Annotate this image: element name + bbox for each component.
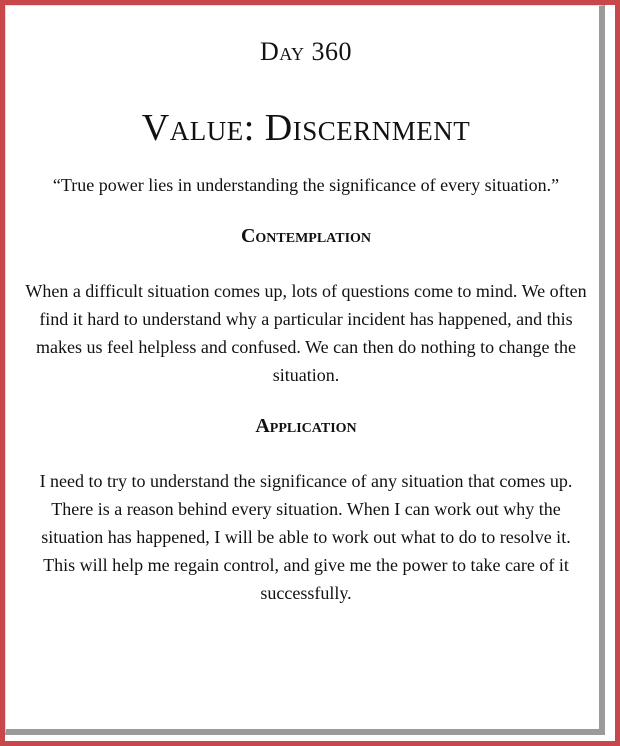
contemplation-text: When a difficult situation comes up, lots of questions come to mind. We often find it hard to understand why a particular incident has happened, and this makes us feel helpless and confused. We can then do nothing to change the situation. <box>25 281 587 385</box>
value-title: Value: Discernment <box>141 107 471 149</box>
page-content <box>16 20 596 607</box>
day-heading: Day 360 <box>259 37 353 66</box>
contemplation-heading: Contemplation <box>240 225 372 247</box>
application-text: I need to try to understand the significance of any situation that comes up. There is a reason behind every situation. When I can work out why the situation has happened, I will be able to work out what to do to resolve it. This will help me regain control, and give me the power to take care of it successfully. <box>39 471 573 603</box>
application-heading: Application <box>255 415 357 437</box>
quote-text: “True power lies in understanding the significance of every situation.” <box>52 175 560 195</box>
